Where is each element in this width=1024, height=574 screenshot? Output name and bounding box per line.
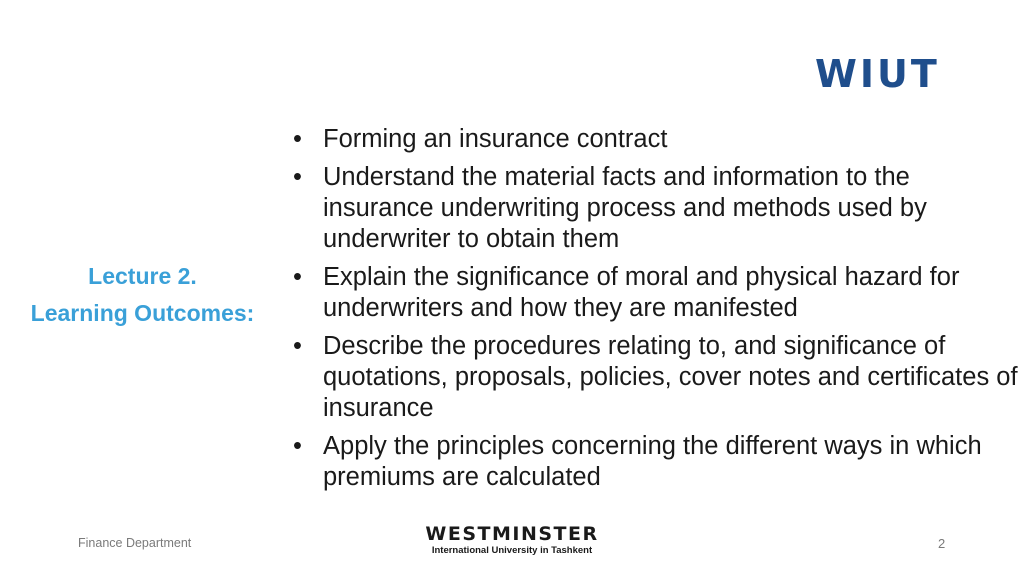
- learning-outcomes-heading: Learning Outcomes:: [30, 300, 255, 326]
- bullet-icon: •: [293, 432, 302, 460]
- westminster-logo: [400, 523, 624, 557]
- outcome-text: Forming an insurance contract: [323, 125, 668, 153]
- outcome-text: Understand the material facts and information to the insurance underwriting process and methods used by underwriter to obtain them: [323, 163, 927, 253]
- lecture-title: [0, 258, 285, 332]
- bullet-icon: •: [293, 332, 302, 360]
- outcome-text: Apply the principles concerning the different ways in which premiums are calculated: [323, 432, 982, 491]
- outcome-text: Explain the significance of moral and physical hazard for underwriters and how they are manifested: [323, 263, 960, 322]
- list-item: [290, 262, 1020, 324]
- lecture-number: Lecture 2.: [88, 263, 197, 289]
- bullet-icon: •: [293, 125, 302, 153]
- footer-department: Finance Department: [78, 536, 192, 550]
- bullet-icon: •: [293, 163, 302, 191]
- list-item: [290, 162, 1020, 255]
- outcome-text: Describe the procedures relating to, and significance of quotations, proposals, policies, cover notes and certificates of insurance: [323, 332, 1018, 422]
- westminster-logo-main: WESTMINSTER: [425, 523, 599, 545]
- list-item: [290, 124, 1020, 155]
- wiut-logo: WIUT: [815, 52, 940, 96]
- page-number: 2: [938, 536, 946, 551]
- bullet-icon: •: [293, 263, 302, 291]
- westminster-logo-subtitle: International University in Tashkent: [431, 545, 593, 556]
- list-item: [290, 431, 1020, 493]
- outcomes-list: [290, 124, 1020, 500]
- list-item: [290, 331, 1020, 424]
